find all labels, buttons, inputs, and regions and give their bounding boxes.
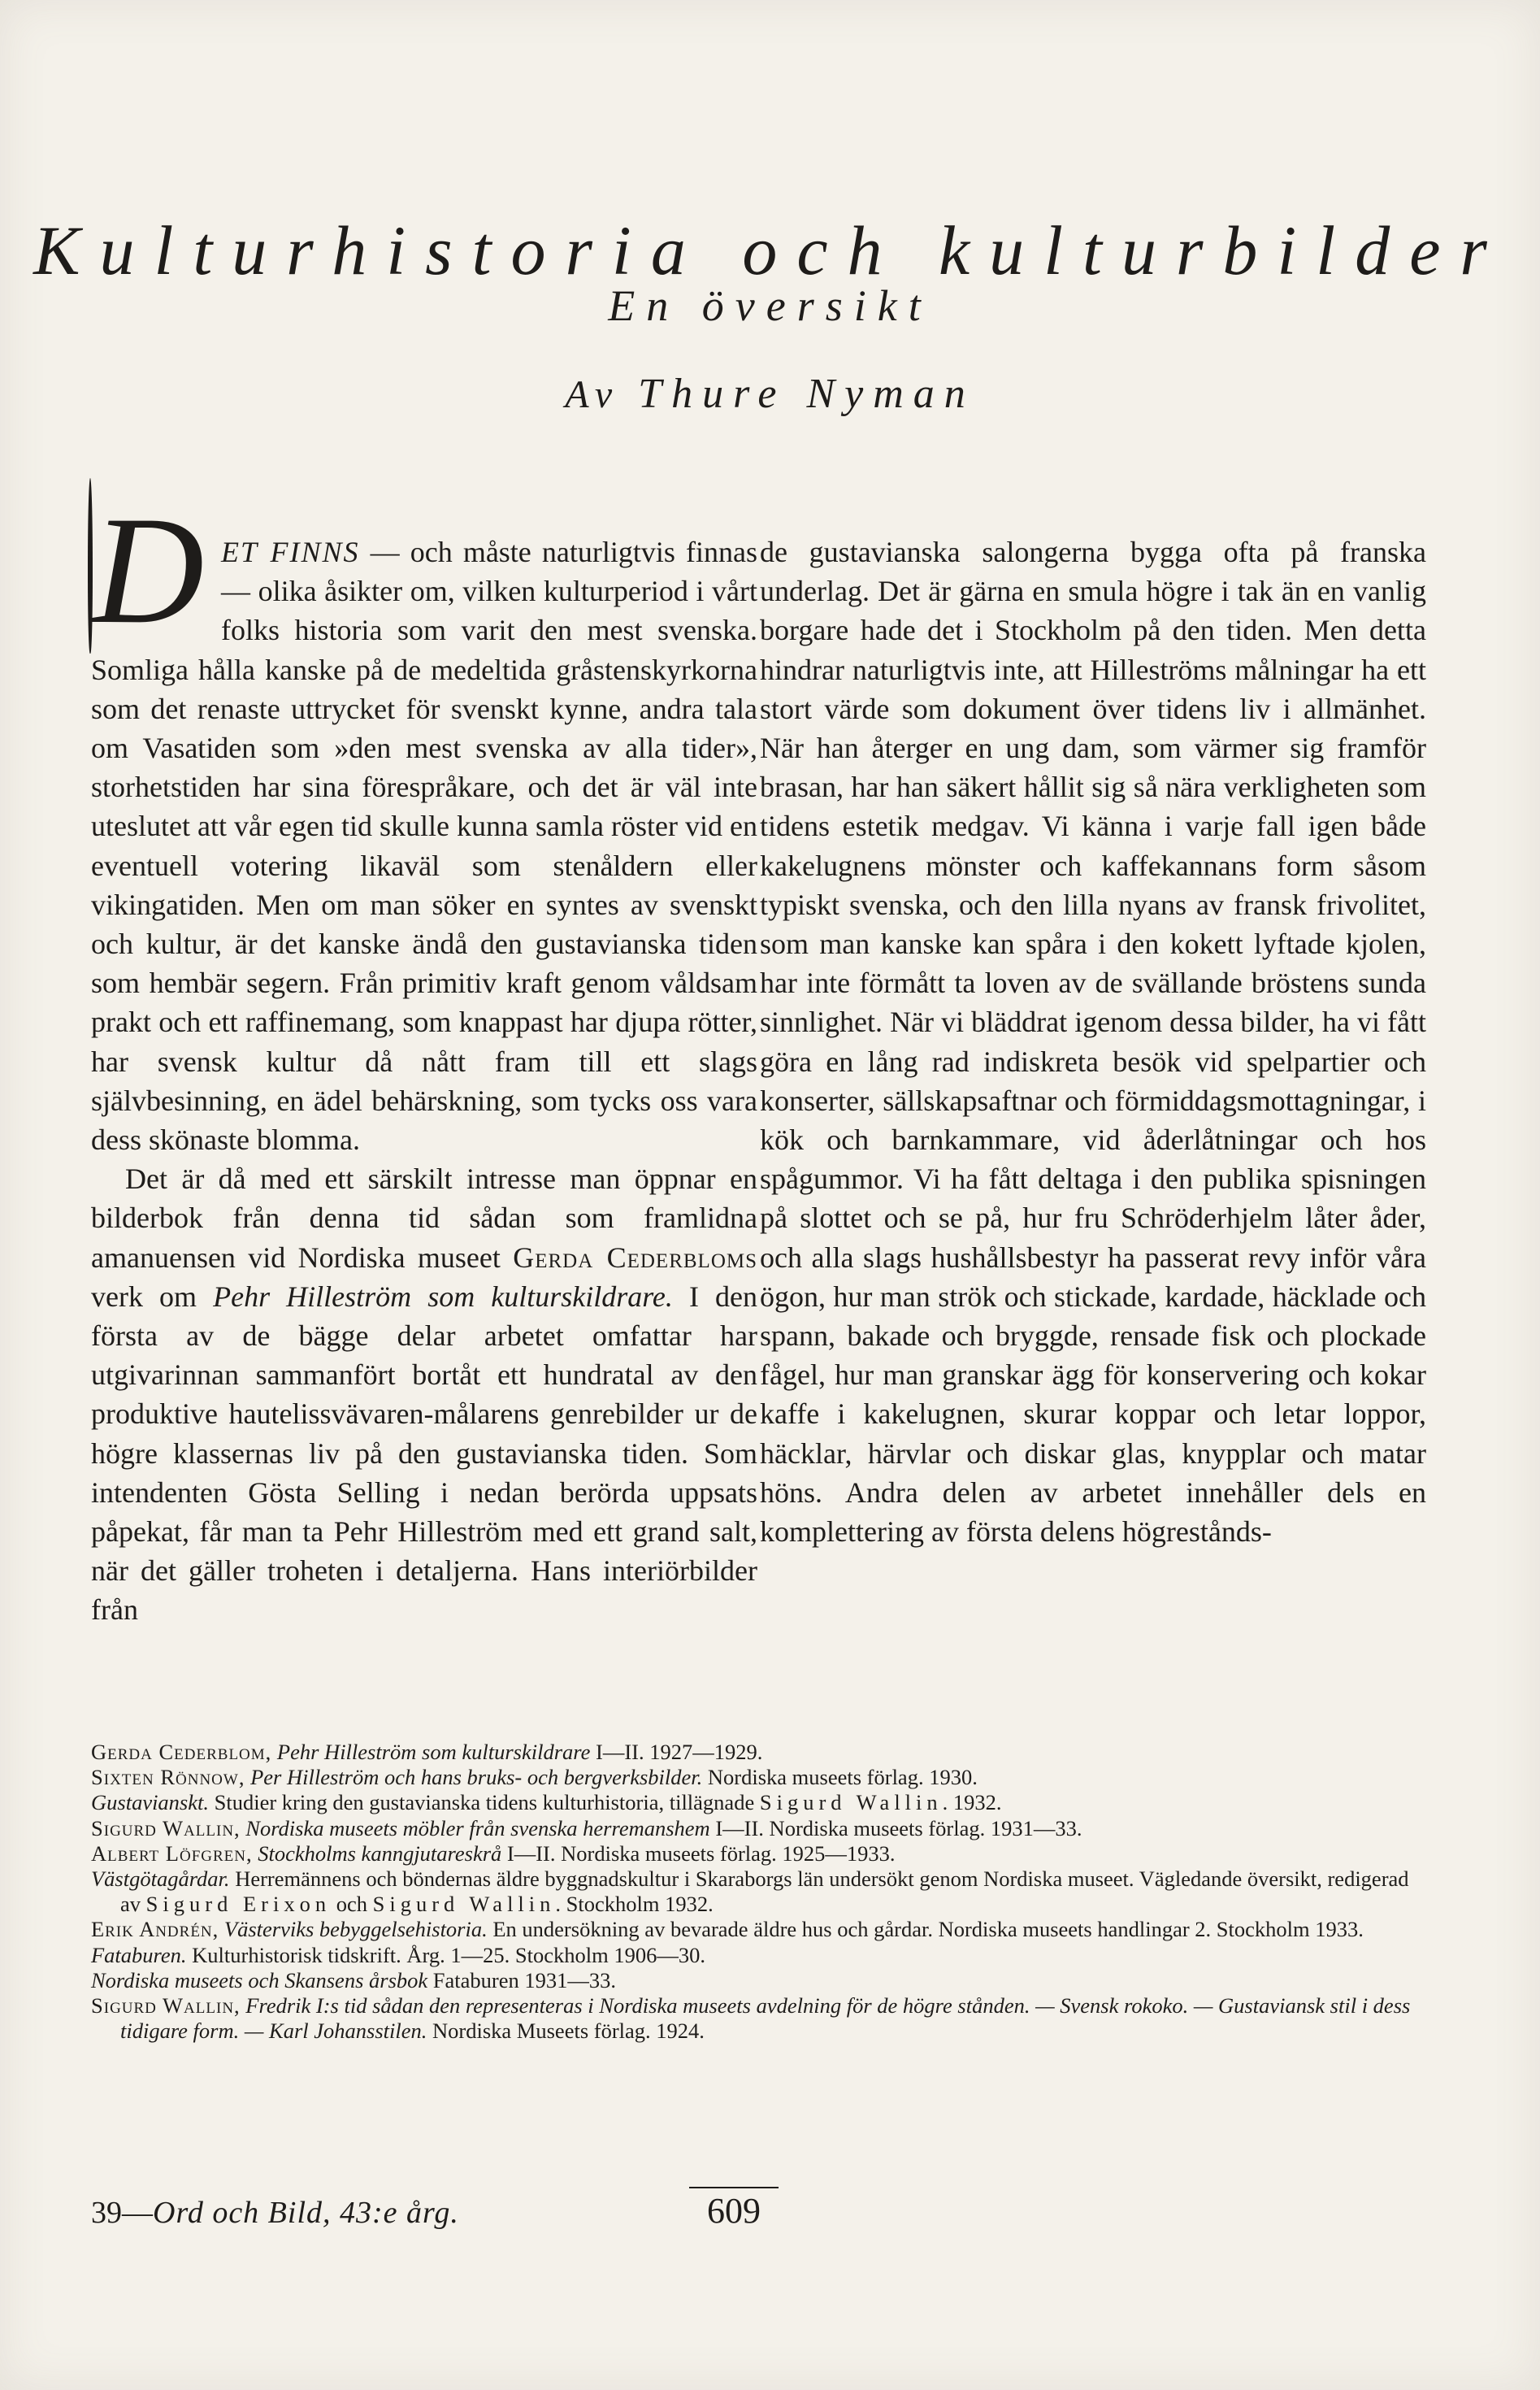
- reference-item: Gustavianskt. Studier kring den gustavianska tidens kulturhistoria, tillägnade Sigurd Wallin. 1932.: [91, 1790, 1002, 1815]
- author-name: Thure Nyman: [638, 371, 975, 417]
- dropcap: D: [88, 510, 210, 632]
- journal-name: Ord och Bild, 43:e årg.: [153, 2196, 459, 2230]
- reference-item: Sixten Rönnow, Per Hilleström och hans bruks- och bergverksbilder. Nordiska museets förlag. 1930.: [91, 1765, 978, 1790]
- cited-author: Gerda Cederbloms: [513, 1241, 758, 1274]
- right-column: [760, 532, 1426, 1551]
- reference-item: Gerda Cederblom, Pehr Hilleström som kulturskildrare I—II. 1927—1929.: [91, 1740, 763, 1764]
- reference-item: Västgötagårdar. Herremännens och böndernas äldre byggnadskultur i Skaraborgs län undersökt genom Nordiska museet. Vägledande översikt, redigerad av Sigurd Erixon och Sigurd Wallin. Stockholm 1932.: [91, 1866, 1409, 1917]
- cited-work: Pehr Hilleström som kulturskildrare.: [213, 1280, 673, 1313]
- page-number: 609: [689, 2187, 779, 2231]
- paragraph-2: Det är då med ett särskilt intresse man öppnar en bilderbok från denna tid sådan som framlidna amanuensen vid Nordiska museet Gerda Cederbloms verk om Pehr Hilleström som kulturskildrare. I den första av de bägge delar arbetet omfattar har utgivarinnan sammanfört bortåt ett hundratal av den produktive hautelissvävaren-målarens genrebilder ur de högre klassernas liv på den gustavianska tiden. Som intendenten Gösta Selling i nedan berörda uppsats påpekat, får man ta Pehr Hilleström med ett grand salt, när det gäller troheten i detaljerna. Hans interiörbilder från: [91, 1162, 758, 1627]
- journal-folio: [91, 2195, 459, 2231]
- byline-prefix: Av: [565, 373, 621, 416]
- paragraph-3: de gustavianska salongerna bygga ofta på franska underlag. Det är gärna en smula högre i tak än en vanlig borgare hade det i Stockholm på den tiden. Men detta hindrar naturligtvis inte, att Hilleströms målningar ha ett stort värde som dokument över tidens liv i allmänhet. När han återger en ung dam, som värmer sig framför brasan, har han säkert hållit sig så nära verkligheten som tidens estetik medgav. Vi känna i varje fall igen både kakelugnens mönster och kaffekannans form såsom typiskt svenska, och den lilla nyans av fransk frivolitet, som man kanske kan spåra i den kokett lyftade kjolen, har inte förmått ta loven av de svällande bröstens sunda sinnlighet. När vi bläddrat igenom dessa bilder, ha vi fått göra en lång rad indiskreta besök vid spelpartier och konserter, sällskapsaftnar och förmiddagsmottagningar, i kök och barnkammare, vid åderlåtningar och hos spågummor. Vi ha fått deltaga i den publika spisningen på slottet och se på, hur fru Schröderhjelm låter åder, och alla slags hushållsbestyr ha passerat revy inför våra ögon, hur man strök och stickade, kardade, häcklade och spann, bakade och bryggde, rensade fisk och plockade fågel, hur man granskar ägg för konservering och kokar kaffe i kakelugnen, skurar koppar och letar loppor, häcklar, härvlar och diskar glas, knypplar och matar höns. Andra delen av arbetet innehåller dels en komplettering av första delens högrestånds-: [760, 536, 1426, 1549]
- reference-item: Fataburen. Kulturhistorisk tidskrift. Årg. 1—25. Stockholm 1906—30.: [91, 1942, 705, 1967]
- reference-item: Erik Andrén, Västerviks bebyggelsehistoria. En undersökning av bevarade äldre hus och gårdar. Nordiska museets handlingar 2. Stockholm 1933.: [91, 1917, 1364, 1942]
- references: [91, 1740, 1432, 2044]
- issue-number: 39—: [91, 2196, 153, 2230]
- reference-item: Sigurd Wallin, Fredrik I:s tid sådan den representeras i Nordiska museets avdelning för de högre stånden. — Svensk rokoko. — Gustaviansk stil i dess tidigare form. — Karl Johansstilen. Nordiska Museets förlag. 1924.: [91, 1993, 1411, 2044]
- article-subtitle: En översikt: [608, 281, 932, 330]
- reference-item: Nordiska museets och Skansens årsbok Fataburen 1931—33.: [91, 1967, 616, 1992]
- reference-item: Sigurd Wallin, Nordiska museets möbler från svenska herremanshem I—II. Nordiska museets förlag. 1931—33.: [91, 1815, 1082, 1840]
- opening-words: ET FINNS: [221, 536, 360, 568]
- paragraph-1: [91, 485, 757, 1159]
- paragraph-1-text: — och måste naturligtvis finnas — olika åsikter om, vilken kulturperiod i vårt folks historia som varit den mest svenska. Somliga hålla kanske på de medeltida gråstenskyrkorna som det renaste uttrycket för svenskt kynne, andra tala om Vasatiden som »den mest svenska av alla tider», storhetstiden har sina förespråkare, och det är väl inte uteslutet att vår egen tid skulle kunna samla röster vid en eventuell votering likaväl som stenåldern eller vikingatiden. Men om man söker en syntes av svenskt och kultur, är det kanske ändå den gustavianska tiden som hembär segern. Från primitiv kraft genom våldsam prakt och ett raffinemang, som knappast har djupa rötter, har svensk kultur då nått fram till ett slags självbesinning, en ädel behärskning, som tycks oss vara dess skönaste blomma.: [91, 536, 757, 1157]
- byline: [0, 370, 1540, 418]
- article-title: Kulturhistoria och kulturbilder: [33, 211, 1507, 289]
- reference-item: Albert Löfgren, Stockholms kanngjutareskrå I—II. Nordiska museets förlag. 1925—1933.: [91, 1840, 896, 1866]
- left-column: [91, 485, 758, 1630]
